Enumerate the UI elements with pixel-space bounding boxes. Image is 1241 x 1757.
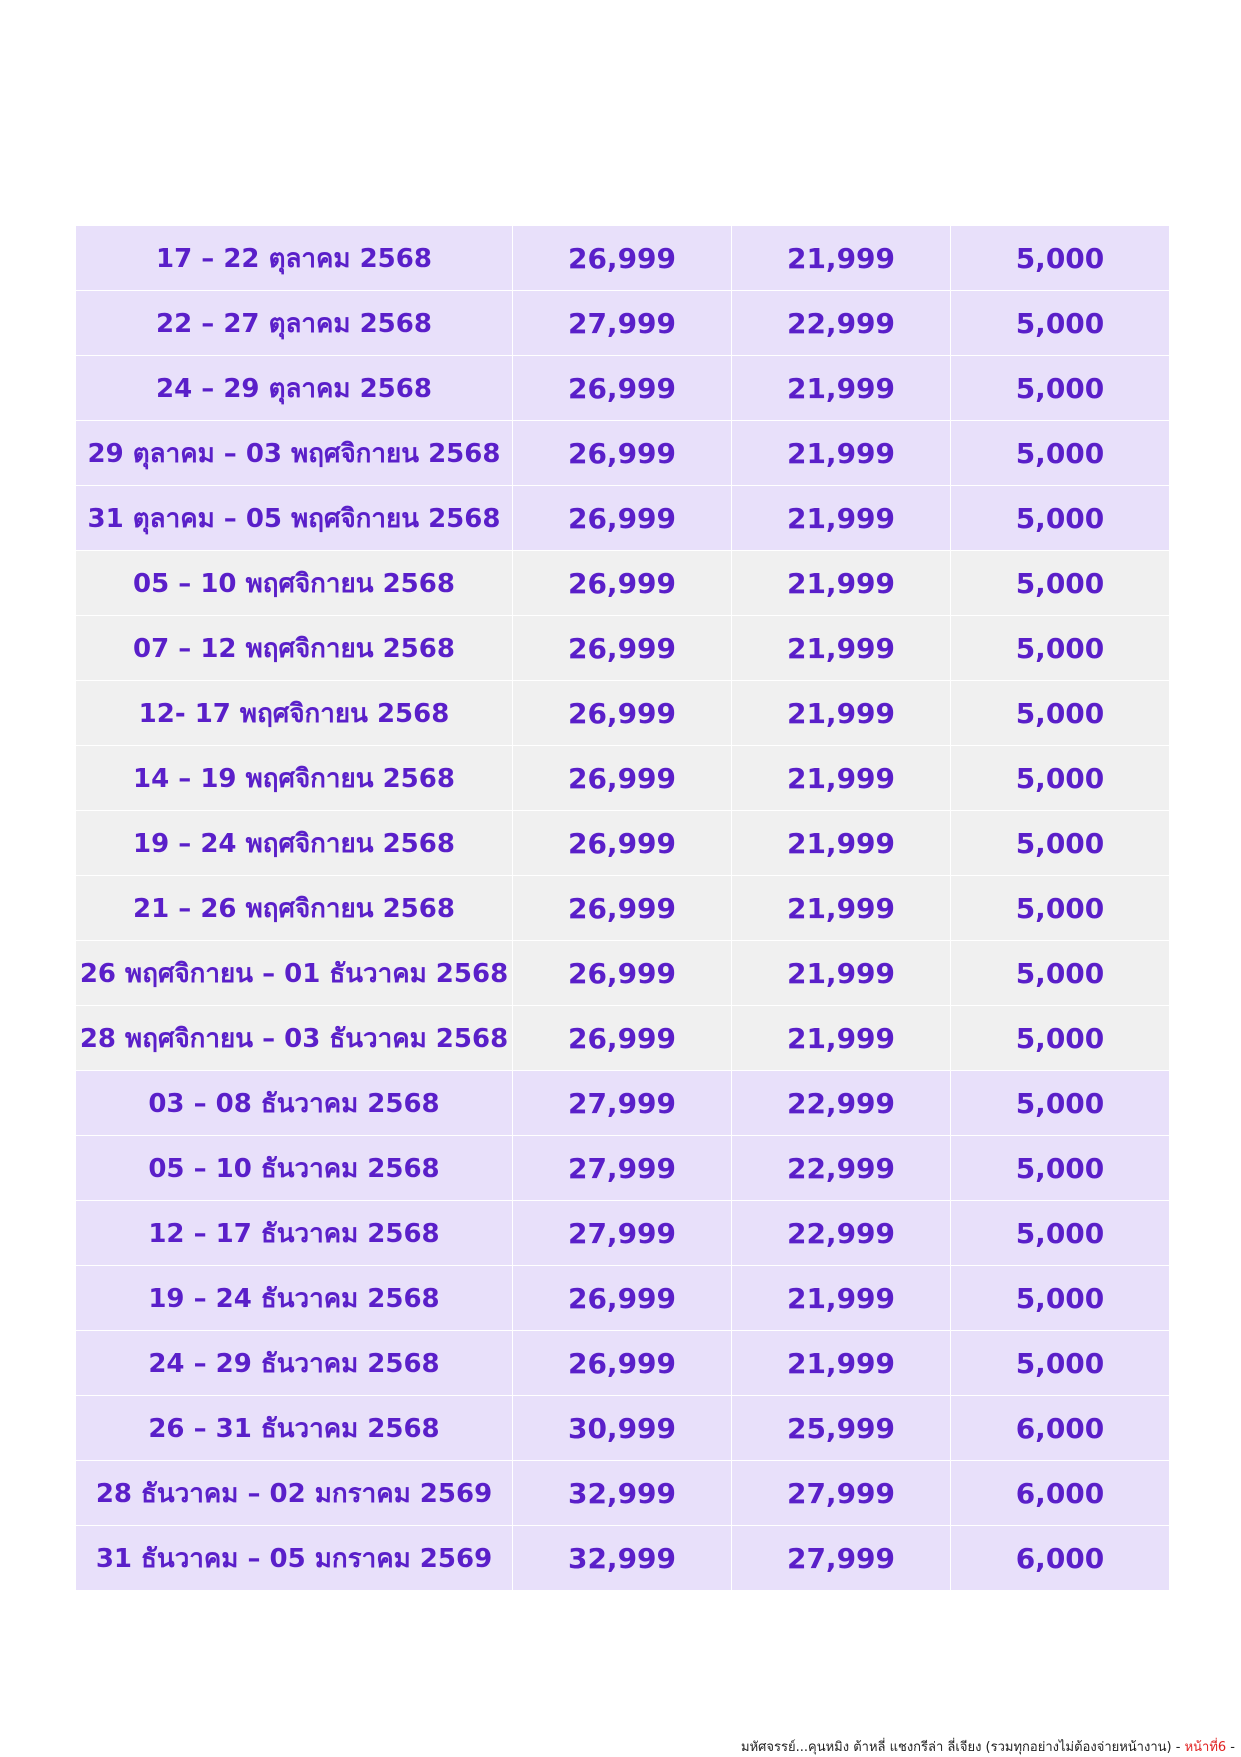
price-c-cell: 5,000 xyxy=(951,876,1170,941)
table-row xyxy=(76,1331,1170,1396)
price-b-cell: 21,999 xyxy=(732,616,951,681)
table-row xyxy=(76,876,1170,941)
table-row xyxy=(76,1526,1170,1591)
price-b-cell: 22,999 xyxy=(732,291,951,356)
price-c-cell: 6,000 xyxy=(951,1461,1170,1526)
departure-date-cell: 12 – 17 ธันวาคม 2568 xyxy=(76,1201,513,1266)
price-a-cell: 26,999 xyxy=(513,746,732,811)
price-c-cell: 6,000 xyxy=(951,1526,1170,1591)
departure-date-cell: 07 – 12 พฤศจิกายน 2568 xyxy=(76,616,513,681)
price-c-cell: 5,000 xyxy=(951,746,1170,811)
price-b-cell: 22,999 xyxy=(732,1201,951,1266)
departure-date-cell: 31 ตุลาคม – 05 พฤศจิกายน 2568 xyxy=(76,486,513,551)
departure-date-cell: 24 – 29 ตุลาคม 2568 xyxy=(76,356,513,421)
table-row xyxy=(76,1006,1170,1071)
price-a-cell: 26,999 xyxy=(513,226,732,291)
price-a-cell: 26,999 xyxy=(513,811,732,876)
table-row xyxy=(76,356,1170,421)
price-a-cell: 27,999 xyxy=(513,291,732,356)
price-b-cell: 21,999 xyxy=(732,746,951,811)
price-c-cell: 5,000 xyxy=(951,356,1170,421)
price-b-cell: 21,999 xyxy=(732,876,951,941)
price-b-cell: 21,999 xyxy=(732,1331,951,1396)
departure-date-cell: 26 พฤศจิกายน – 01 ธันวาคม 2568 xyxy=(76,941,513,1006)
footer-text: มหัศจรรย์...คุนหมิง ต้าหลี่ แชงกรีล่า ลี่เจียง (รวมทุกอย่างไม่ต้องจ่ายหน้างาน) - xyxy=(741,1740,1185,1755)
price-c-cell: 5,000 xyxy=(951,616,1170,681)
table-row xyxy=(76,226,1170,291)
price-a-cell: 27,999 xyxy=(513,1071,732,1136)
price-a-cell: 32,999 xyxy=(513,1526,732,1591)
price-b-cell: 22,999 xyxy=(732,1071,951,1136)
price-a-cell: 26,999 xyxy=(513,941,732,1006)
table-row xyxy=(76,421,1170,486)
price-c-cell: 5,000 xyxy=(951,226,1170,291)
price-b-cell: 21,999 xyxy=(732,681,951,746)
table-row xyxy=(76,486,1170,551)
departure-date-cell: 17 – 22 ตุลาคม 2568 xyxy=(76,226,513,291)
price-b-cell: 21,999 xyxy=(732,226,951,291)
departure-date-cell: 05 – 10 ธันวาคม 2568 xyxy=(76,1136,513,1201)
departure-date-cell: 29 ตุลาคม – 03 พฤศจิกายน 2568 xyxy=(76,421,513,486)
price-b-cell: 21,999 xyxy=(732,811,951,876)
table-row xyxy=(76,551,1170,616)
departure-date-cell: 28 พฤศจิกายน – 03 ธันวาคม 2568 xyxy=(76,1006,513,1071)
table-row xyxy=(76,616,1170,681)
price-a-cell: 26,999 xyxy=(513,356,732,421)
price-b-cell: 21,999 xyxy=(732,486,951,551)
departure-date-cell: 26 – 31 ธันวาคม 2568 xyxy=(76,1396,513,1461)
table-row xyxy=(76,746,1170,811)
price-a-cell: 26,999 xyxy=(513,1266,732,1331)
price-a-cell: 26,999 xyxy=(513,616,732,681)
price-c-cell: 5,000 xyxy=(951,1266,1170,1331)
table-row xyxy=(76,291,1170,356)
departure-date-cell: 03 – 08 ธันวาคม 2568 xyxy=(76,1071,513,1136)
departure-date-cell: 19 – 24 พฤศจิกายน 2568 xyxy=(76,811,513,876)
price-c-cell: 5,000 xyxy=(951,1071,1170,1136)
table-row xyxy=(76,1461,1170,1526)
departure-date-cell: 05 – 10 พฤศจิกายน 2568 xyxy=(76,551,513,616)
price-b-cell: 21,999 xyxy=(732,941,951,1006)
price-table xyxy=(75,225,1170,1591)
price-table-body xyxy=(76,226,1170,1591)
footer-suffix: - xyxy=(1226,1740,1235,1755)
price-c-cell: 5,000 xyxy=(951,551,1170,616)
table-row xyxy=(76,681,1170,746)
price-c-cell: 5,000 xyxy=(951,1201,1170,1266)
table-row xyxy=(76,941,1170,1006)
departure-date-cell: 24 – 29 ธันวาคม 2568 xyxy=(76,1331,513,1396)
table-row xyxy=(76,1396,1170,1461)
price-a-cell: 27,999 xyxy=(513,1201,732,1266)
table-row xyxy=(76,811,1170,876)
price-b-cell: 21,999 xyxy=(732,551,951,616)
price-c-cell: 5,000 xyxy=(951,1136,1170,1201)
price-a-cell: 26,999 xyxy=(513,1331,732,1396)
price-c-cell: 5,000 xyxy=(951,681,1170,746)
departure-date-cell: 28 ธันวาคม – 02 มกราคม 2569 xyxy=(76,1461,513,1526)
price-a-cell: 26,999 xyxy=(513,421,732,486)
price-a-cell: 26,999 xyxy=(513,551,732,616)
price-b-cell: 22,999 xyxy=(732,1136,951,1201)
price-c-cell: 5,000 xyxy=(951,811,1170,876)
price-b-cell: 27,999 xyxy=(732,1461,951,1526)
table-row xyxy=(76,1071,1170,1136)
price-c-cell: 5,000 xyxy=(951,291,1170,356)
price-a-cell: 32,999 xyxy=(513,1461,732,1526)
price-a-cell: 30,999 xyxy=(513,1396,732,1461)
price-c-cell: 6,000 xyxy=(951,1396,1170,1461)
price-c-cell: 5,000 xyxy=(951,1006,1170,1071)
price-b-cell: 21,999 xyxy=(732,356,951,421)
price-b-cell: 21,999 xyxy=(732,1006,951,1071)
price-a-cell: 26,999 xyxy=(513,486,732,551)
departure-date-cell: 31 ธันวาคม – 05 มกราคม 2569 xyxy=(76,1526,513,1591)
departure-date-cell: 21 – 26 พฤศจิกายน 2568 xyxy=(76,876,513,941)
price-b-cell: 21,999 xyxy=(732,421,951,486)
price-a-cell: 26,999 xyxy=(513,681,732,746)
price-b-cell: 21,999 xyxy=(732,1266,951,1331)
price-b-cell: 27,999 xyxy=(732,1526,951,1591)
price-b-cell: 25,999 xyxy=(732,1396,951,1461)
price-a-cell: 27,999 xyxy=(513,1136,732,1201)
price-a-cell: 26,999 xyxy=(513,876,732,941)
page-number-label: หน้าที่6 xyxy=(1184,1740,1227,1755)
departure-date-cell: 14 – 19 พฤศจิกายน 2568 xyxy=(76,746,513,811)
departure-date-cell: 19 – 24 ธันวาคม 2568 xyxy=(76,1266,513,1331)
departure-date-cell: 12- 17 พฤศจิกายน 2568 xyxy=(76,681,513,746)
price-a-cell: 26,999 xyxy=(513,1006,732,1071)
table-row xyxy=(76,1136,1170,1201)
price-c-cell: 5,000 xyxy=(951,421,1170,486)
price-c-cell: 5,000 xyxy=(951,1331,1170,1396)
table-row xyxy=(76,1266,1170,1331)
price-c-cell: 5,000 xyxy=(951,486,1170,551)
departure-date-cell: 22 – 27 ตุลาคม 2568 xyxy=(76,291,513,356)
table-row xyxy=(76,1201,1170,1266)
price-c-cell: 5,000 xyxy=(951,941,1170,1006)
